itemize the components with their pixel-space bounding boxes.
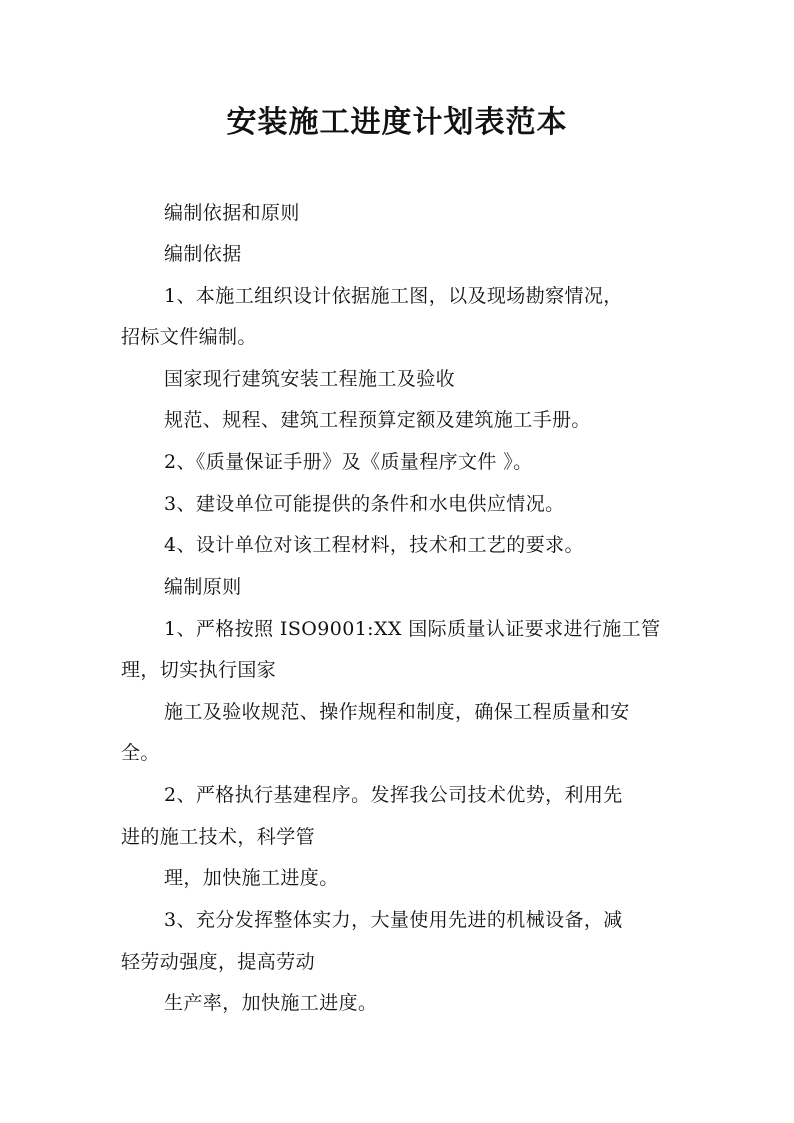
paragraph-line: 1、严格按照 ISO9001:XX 国际质量认证要求进行施工管 <box>164 618 661 640</box>
document-title: 安装施工进度计划表范本 <box>226 105 568 140</box>
paragraph-line: 国家现行建筑安装工程施工及验收 <box>164 368 456 390</box>
paragraph-line: 理，切实执行国家 <box>121 659 277 681</box>
subsection-heading-principles: 编制原则 <box>164 576 242 598</box>
paragraph-line: 进的施工技术，科学管 <box>121 826 316 848</box>
section-heading-basis-and-principles: 编制依据和原则 <box>164 202 300 224</box>
paragraph-line: 理，加快施工进度。 <box>164 867 339 889</box>
paragraph-line: 招标文件编制。 <box>121 326 257 348</box>
paragraph-line: 1、本施工组织设计依据施工图，以及现场勘察情况， <box>164 285 623 307</box>
paragraph-line: 全。 <box>121 742 160 764</box>
paragraph-line: 4、设计单位对该工程材料，技术和工艺的要求。 <box>164 534 584 556</box>
subsection-heading-basis: 编制依据 <box>164 243 242 265</box>
paragraph-line: 轻劳动强度，提高劳动 <box>121 951 316 973</box>
paragraph-line: 2、《质量保证手册》及《质量程序文件 》。 <box>164 451 533 473</box>
paragraph-line: 生产率，加快施工进度。 <box>164 992 378 1014</box>
paragraph-line: 3、充分发挥整体实力，大量使用先进的机械设备，减 <box>164 909 623 931</box>
paragraph-line: 2、严格执行基建程序。发挥我公司技术优势，利用先 <box>164 784 623 806</box>
paragraph-line: 规范、规程、建筑工程预算定额及建筑施工手册。 <box>164 409 591 431</box>
paragraph-line: 3、建设单位可能提供的条件和水电供应情况。 <box>164 493 565 515</box>
paragraph-line: 施工及验收规范、操作规程和制度，确保工程质量和安 <box>164 701 630 723</box>
